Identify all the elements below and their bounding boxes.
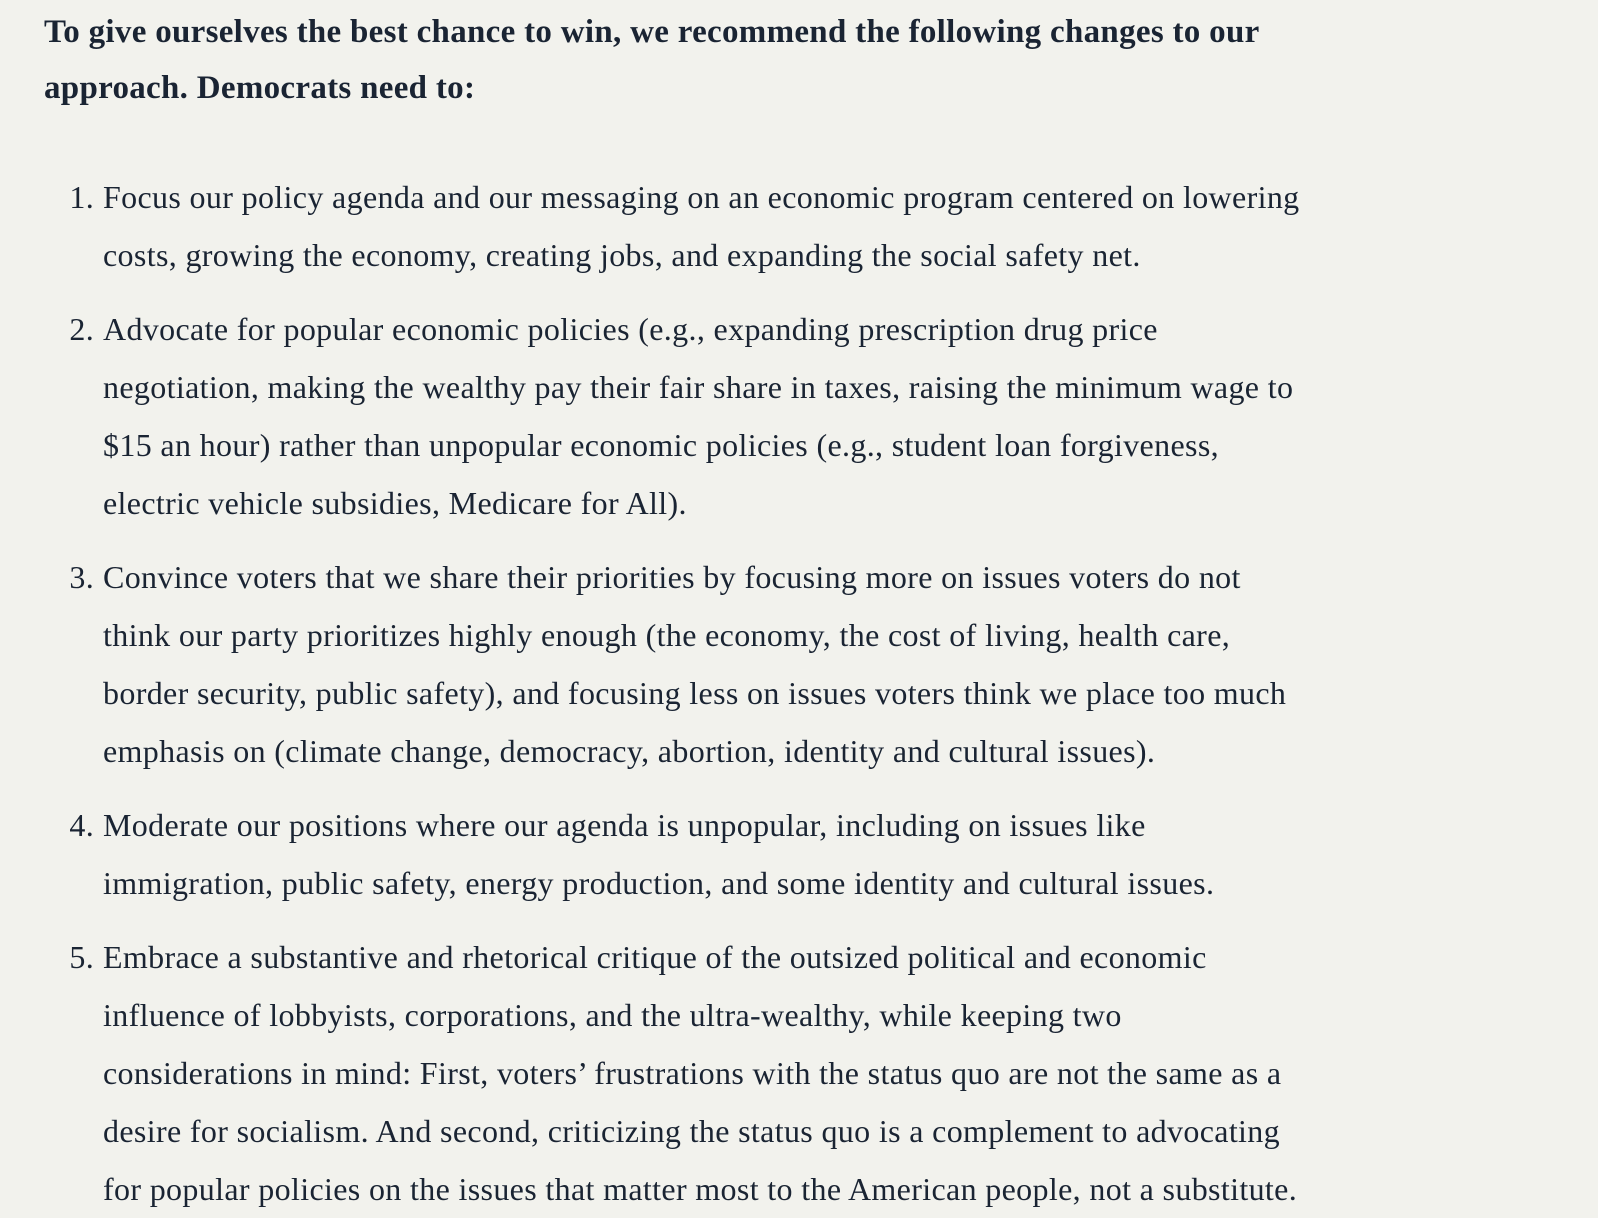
list-item-line: Embrace a substantive and rhetorical critique of the outsized political and economic xyxy=(103,939,1207,975)
list-item-lines xyxy=(103,796,1538,912)
list-item-line: Focus our policy agenda and our messaging on an economic program centered on lowering xyxy=(103,179,1300,215)
list-item-line: emphasis on (climate change, democracy, abortion, identity and cultural issues). xyxy=(103,733,1156,769)
list-item-number: 2. xyxy=(69,311,94,347)
list-item-line: Advocate for popular economic policies (e.g., expanding prescription drug price xyxy=(103,311,1158,347)
recommendations-list xyxy=(44,168,1538,1218)
list-item-line: immigration, public safety, energy production, and some identity and cultural issues. xyxy=(103,865,1215,901)
list-item-number: 4. xyxy=(69,807,94,843)
list-item-line: for popular policies on the issues that matter most to the American people, not a substitute. xyxy=(103,1171,1298,1207)
list-item-line: electric vehicle subsidies, Medicare for All). xyxy=(103,485,687,521)
list-item-lines xyxy=(103,168,1538,284)
list-item-number: 5. xyxy=(69,939,94,975)
list-item-lines xyxy=(103,548,1538,780)
list-item xyxy=(44,928,1538,1218)
list-item-line: desire for socialism. And second, criticizing the status quo is a complement to advocating xyxy=(103,1113,1280,1149)
list-item-line: think our party prioritizes highly enough (the economy, the cost of living, health care, xyxy=(103,617,1231,653)
list-item-line: negotiation, making the wealthy pay their fair share in taxes, raising the minimum wage to xyxy=(103,369,1294,405)
list-item-line: considerations in mind: First, voters’ frustrations with the status quo are not the same as a xyxy=(103,1055,1282,1091)
list-item xyxy=(44,168,1538,284)
list-item-line: Moderate our positions where our agenda is unpopular, including on issues like xyxy=(103,807,1146,843)
intro-line: To give ourselves the best chance to win, we recommend the following changes to our xyxy=(44,14,1260,50)
list-item-number: 3. xyxy=(69,559,94,595)
list-item-line: Convince voters that we share their priorities by focusing more on issues voters do not xyxy=(103,559,1241,595)
list-item-lines xyxy=(103,300,1538,532)
list-item xyxy=(44,548,1538,780)
list-item-lines xyxy=(103,928,1538,1218)
intro-paragraph xyxy=(44,4,1538,116)
list-item-line: $15 an hour) rather than unpopular economic policies (e.g., student loan forgiveness, xyxy=(103,427,1219,463)
list-item-line: influence of lobbyists, corporations, and the ultra-wealthy, while keeping two xyxy=(103,997,1122,1033)
list-item xyxy=(44,796,1538,912)
list-item-line: border security, public safety), and focusing less on issues voters think we place too much xyxy=(103,675,1287,711)
list-item xyxy=(44,300,1538,532)
intro-line: approach. Democrats need to: xyxy=(44,70,476,106)
list-item-line: costs, growing the economy, creating jobs, and expanding the social safety net. xyxy=(103,237,1141,273)
list-item-number: 1. xyxy=(69,179,94,215)
